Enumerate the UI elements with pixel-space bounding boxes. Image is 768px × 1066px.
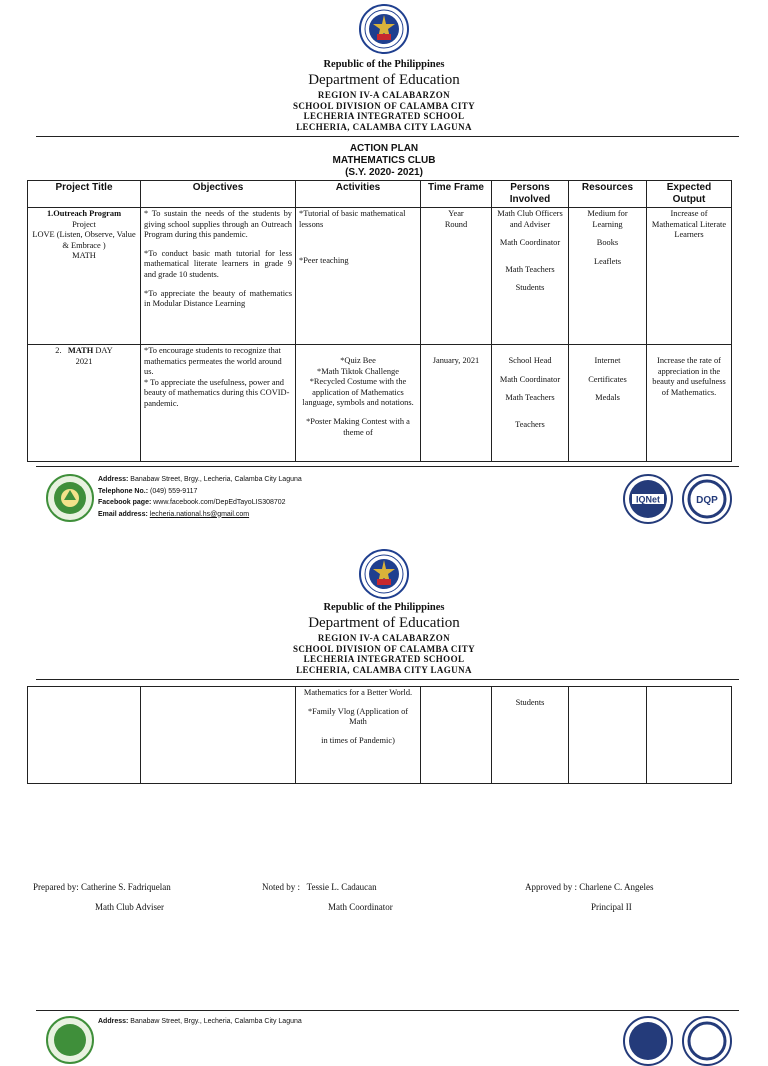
row2-title-rest: DAY 2021 xyxy=(75,346,113,366)
row1-objective-3: *To appreciate the beauty of mathematics in Modular Distance Learning xyxy=(144,288,292,309)
header-project-title: Project Title xyxy=(28,181,141,208)
row2-time-frame-text: January, 2021 xyxy=(432,356,480,365)
row2-num: 2. xyxy=(55,346,62,355)
row2-person-3: Math Teachers xyxy=(505,393,555,403)
header-expected-output: Expected Output xyxy=(647,181,732,208)
region-text: REGION IV-A CALABARZON xyxy=(317,633,451,643)
approved-role: Principal II xyxy=(591,902,632,912)
republic-text: Republic of the Philippines xyxy=(323,59,445,70)
phone-value: (049) 559-9117 xyxy=(150,487,198,495)
row2-objective-2: * To appreciate the usefulness, power and beauty of mathematics during this COVID-pandemic. xyxy=(144,377,290,408)
action-plan-table-continued xyxy=(27,686,732,784)
school-logo-icon xyxy=(46,474,94,522)
email-label: Email address: xyxy=(98,510,148,518)
email-link[interactable]: lecheria.national.hs@gmail.com xyxy=(149,510,250,518)
iqnet-badge-text: IQNet xyxy=(635,494,661,505)
table-row xyxy=(28,208,732,345)
row2-output xyxy=(647,345,732,462)
table-row xyxy=(28,345,732,462)
row1-title-bold: 1.Outreach Program xyxy=(46,209,122,218)
row1-objectives xyxy=(141,208,296,345)
school-text: LECHERIA INTEGRATED SCHOOL xyxy=(303,111,465,121)
table-header-row xyxy=(28,181,732,208)
deped-seal-icon xyxy=(359,4,409,54)
school-text: LECHERIA INTEGRATED SCHOOL xyxy=(303,654,465,664)
row2-activity-2: *Poster Making Contest with a theme of xyxy=(306,416,410,437)
footer-divider xyxy=(36,1010,739,1011)
noted-role: Math Coordinator xyxy=(328,902,393,912)
row2-person-2: Math Coordinator xyxy=(499,374,561,384)
department-title: Department of Education xyxy=(308,615,460,631)
row2-activity-1: *Quiz Bee *Math Tiktok Challenge *Recycled Costume with the application of Mathematics language, symbols and notations. xyxy=(302,356,414,408)
prepared-by: Prepared by: Catherine S. Fadriquelan xyxy=(33,882,171,892)
row2-person-4: Teachers xyxy=(515,419,545,429)
plan-title: ACTION PLAN xyxy=(349,143,419,154)
region-text: REGION IV-A CALABARZON xyxy=(317,90,451,100)
plan-club: MATHEMATICS CLUB xyxy=(332,155,436,166)
row1-person-4: Students xyxy=(515,283,545,293)
row2-project-title xyxy=(28,345,141,462)
row2-resource-2: Certificates xyxy=(588,374,627,384)
facebook-label: Facebook page: xyxy=(98,499,152,506)
row3-persons xyxy=(492,687,569,784)
iqnet-badge-icon xyxy=(623,474,673,524)
school-logo-icon xyxy=(46,1016,94,1064)
row1-objective-2: *To conduct basic math tutorial for less mathematical literate learners in grade 9 and grade 10 students. xyxy=(144,248,292,279)
row1-time-frame: Year Round xyxy=(421,208,492,345)
row1-title-rest: Project LOVE (Listen, Observe, Value & Embrace ) MATH xyxy=(32,219,136,261)
row3-objectives xyxy=(141,687,296,784)
phone-label: Telephone No.: xyxy=(98,487,149,495)
row2-persons xyxy=(492,345,569,462)
address-value: Banabaw Street, Brgy., Lecheria, Calamba City Laguna xyxy=(130,476,302,483)
row2-activities xyxy=(296,345,421,462)
header-resources: Resources xyxy=(569,181,647,208)
row1-activity-2: *Peer teaching xyxy=(299,256,349,266)
republic-text: Republic of the Philippines xyxy=(323,602,445,613)
action-plan-table xyxy=(27,180,732,462)
row2-person-1: School Head xyxy=(508,356,552,365)
row2-resource-3: Medals xyxy=(595,393,620,403)
prepared-role: Math Club Adviser xyxy=(95,902,164,912)
footer-divider xyxy=(36,466,739,467)
noted-by: Noted by : Tessie L. Cadaucan xyxy=(262,882,377,892)
plan-school-year: (S.Y. 2020- 2021) xyxy=(345,167,423,178)
row1-activities xyxy=(296,208,421,345)
row1-activity-1: *Tutorial of basic mathematical lessons xyxy=(299,209,406,229)
address-label: Address: xyxy=(98,476,129,483)
address-label: Address: xyxy=(98,1018,129,1025)
header-divider xyxy=(36,136,739,137)
row3-activity-2: *Family Vlog (Application of Math xyxy=(307,706,409,727)
dqp-badge-text: DQP xyxy=(696,495,718,506)
header-divider xyxy=(36,679,739,680)
row3-person-1: Students xyxy=(515,698,545,707)
row2-title-bold: MATH xyxy=(67,346,94,355)
address-line-text: LECHERIA, CALAMBA CITY LAGUNA xyxy=(296,664,472,675)
department-title: Department of Education xyxy=(308,72,460,88)
row1-resource-1: Medium for Learning xyxy=(587,209,628,229)
row3-activities xyxy=(296,687,421,784)
header-time-frame: Time Frame xyxy=(421,181,492,208)
division-text: SCHOOL DIVISION OF CALAMBA CITY xyxy=(292,643,476,654)
row1-objective-1: * To sustain the needs of the students by giving school supplies through an Outreach Program during this pandemic. xyxy=(144,209,292,240)
header-activities: Activities xyxy=(296,181,421,208)
row3-time-frame xyxy=(421,687,492,784)
row1-resource-2: Books xyxy=(596,238,619,248)
address-line-text: LECHERIA, CALAMBA CITY LAGUNA xyxy=(296,121,472,132)
row1-persons xyxy=(492,208,569,345)
approved-by: Approved by : Charlene C. Angeles xyxy=(525,882,654,892)
footer-contact xyxy=(98,474,302,520)
row1-resource-3: Leaflets xyxy=(594,256,621,266)
row2-output-text: Increase the rate of appreciation in the beauty and usefulness of Mathematics. xyxy=(652,356,726,397)
footer-contact xyxy=(98,1016,302,1028)
row1-output: Increase of Mathematical Literate Learners xyxy=(647,208,732,345)
row1-person-2: Math Coordinator xyxy=(499,238,561,248)
row3-activity-1: Mathematics for a Better World. xyxy=(303,688,413,697)
row2-objectives xyxy=(141,345,296,462)
facebook-link[interactable]: www.facebook.com/DepEdTayoLIS308702 xyxy=(153,499,286,506)
division-text: SCHOOL DIVISION OF CALAMBA CITY xyxy=(292,100,476,111)
row1-resources xyxy=(569,208,647,345)
row2-resource-1: Internet xyxy=(594,356,621,365)
header-persons-involved: Persons Involved xyxy=(492,181,569,208)
row2-time-frame xyxy=(421,345,492,462)
address-value: Banabaw Street, Brgy., Lecheria, Calamba City Laguna xyxy=(130,1018,302,1025)
row3-project-title xyxy=(28,687,141,784)
row3-activity-3: in times of Pandemic) xyxy=(321,735,395,745)
table-row xyxy=(28,687,732,784)
row1-person-3: Math Teachers xyxy=(505,264,555,274)
row2-objective-1: *To encourage students to recognize that mathematics permeates the world around us. xyxy=(144,346,282,377)
row1-person-1: Math Club Officers and Adviser xyxy=(497,209,563,229)
dqp-badge-icon xyxy=(682,474,732,524)
header-objectives: Objectives xyxy=(141,181,296,208)
row2-resources xyxy=(569,345,647,462)
row1-project-title xyxy=(28,208,141,345)
row3-resources xyxy=(569,687,647,784)
row3-output xyxy=(647,687,732,784)
deped-seal-icon xyxy=(359,549,409,599)
